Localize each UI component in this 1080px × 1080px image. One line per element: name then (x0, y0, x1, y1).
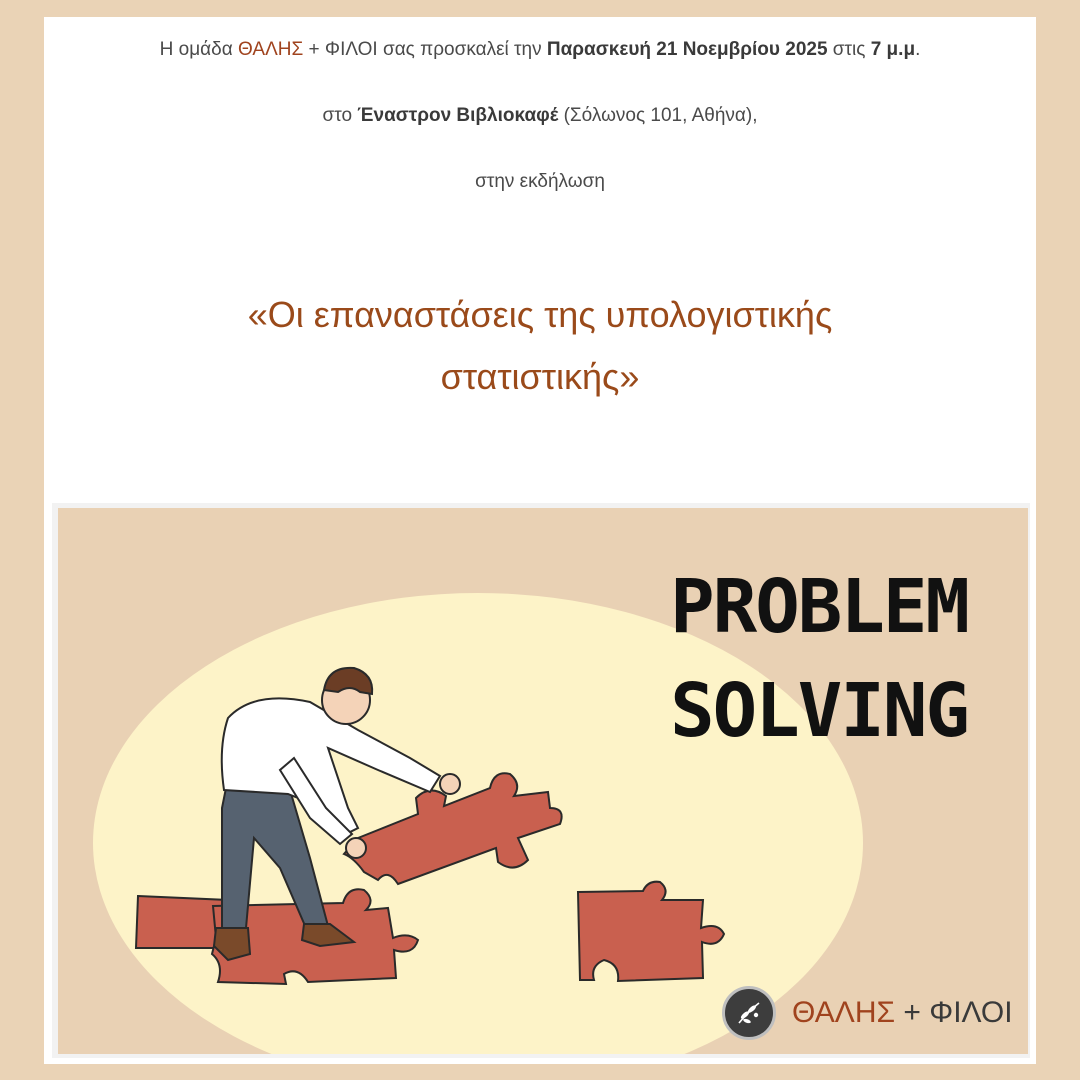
invite-text: . (915, 39, 921, 60)
headline-problem: PROBLEM (670, 564, 968, 650)
logo-text-part-1: ΘΑΛΗΣ (792, 996, 896, 1029)
invite-text: + ΦΙΛΟΙ σας προσκαλεί την (303, 39, 547, 60)
event-date: Παρασκευή 21 Νοεμβρίου 2025 (546, 39, 828, 60)
olive-branch-svg (725, 989, 773, 1037)
hand (440, 774, 460, 794)
headline-solving: SOLVING (670, 668, 968, 754)
venue-address: (Σόλωνος 101, Αθήνα), (558, 105, 758, 126)
invite-line-3: στην εκδήλωση (475, 171, 605, 192)
event-title-line-1: «Οι επαναστάσεις της υπολογιστικής (247, 294, 833, 335)
logo-text (792, 996, 1013, 1030)
logo-text-part-2: + ΦΙΛΟΙ (895, 996, 1013, 1029)
problem-solving-illustration (58, 508, 1028, 1054)
olive-branch-icon (722, 986, 776, 1040)
event-time: 7 μ.μ (870, 39, 916, 60)
event-title-line-2: στατιστικής» (440, 356, 640, 397)
invite-line-2 (44, 105, 1036, 127)
invite-text: στις (827, 39, 871, 60)
invite-text: στο (322, 105, 358, 126)
hand (346, 838, 366, 858)
venue-name: Έναστρον Βιβλιοκαφέ (357, 105, 559, 126)
thales-logo (722, 986, 1022, 1044)
invite-text: Η ομάδα (159, 39, 238, 60)
brand-name: ΘΑΛΗΣ (237, 39, 304, 60)
invite-line-1 (44, 39, 1036, 61)
